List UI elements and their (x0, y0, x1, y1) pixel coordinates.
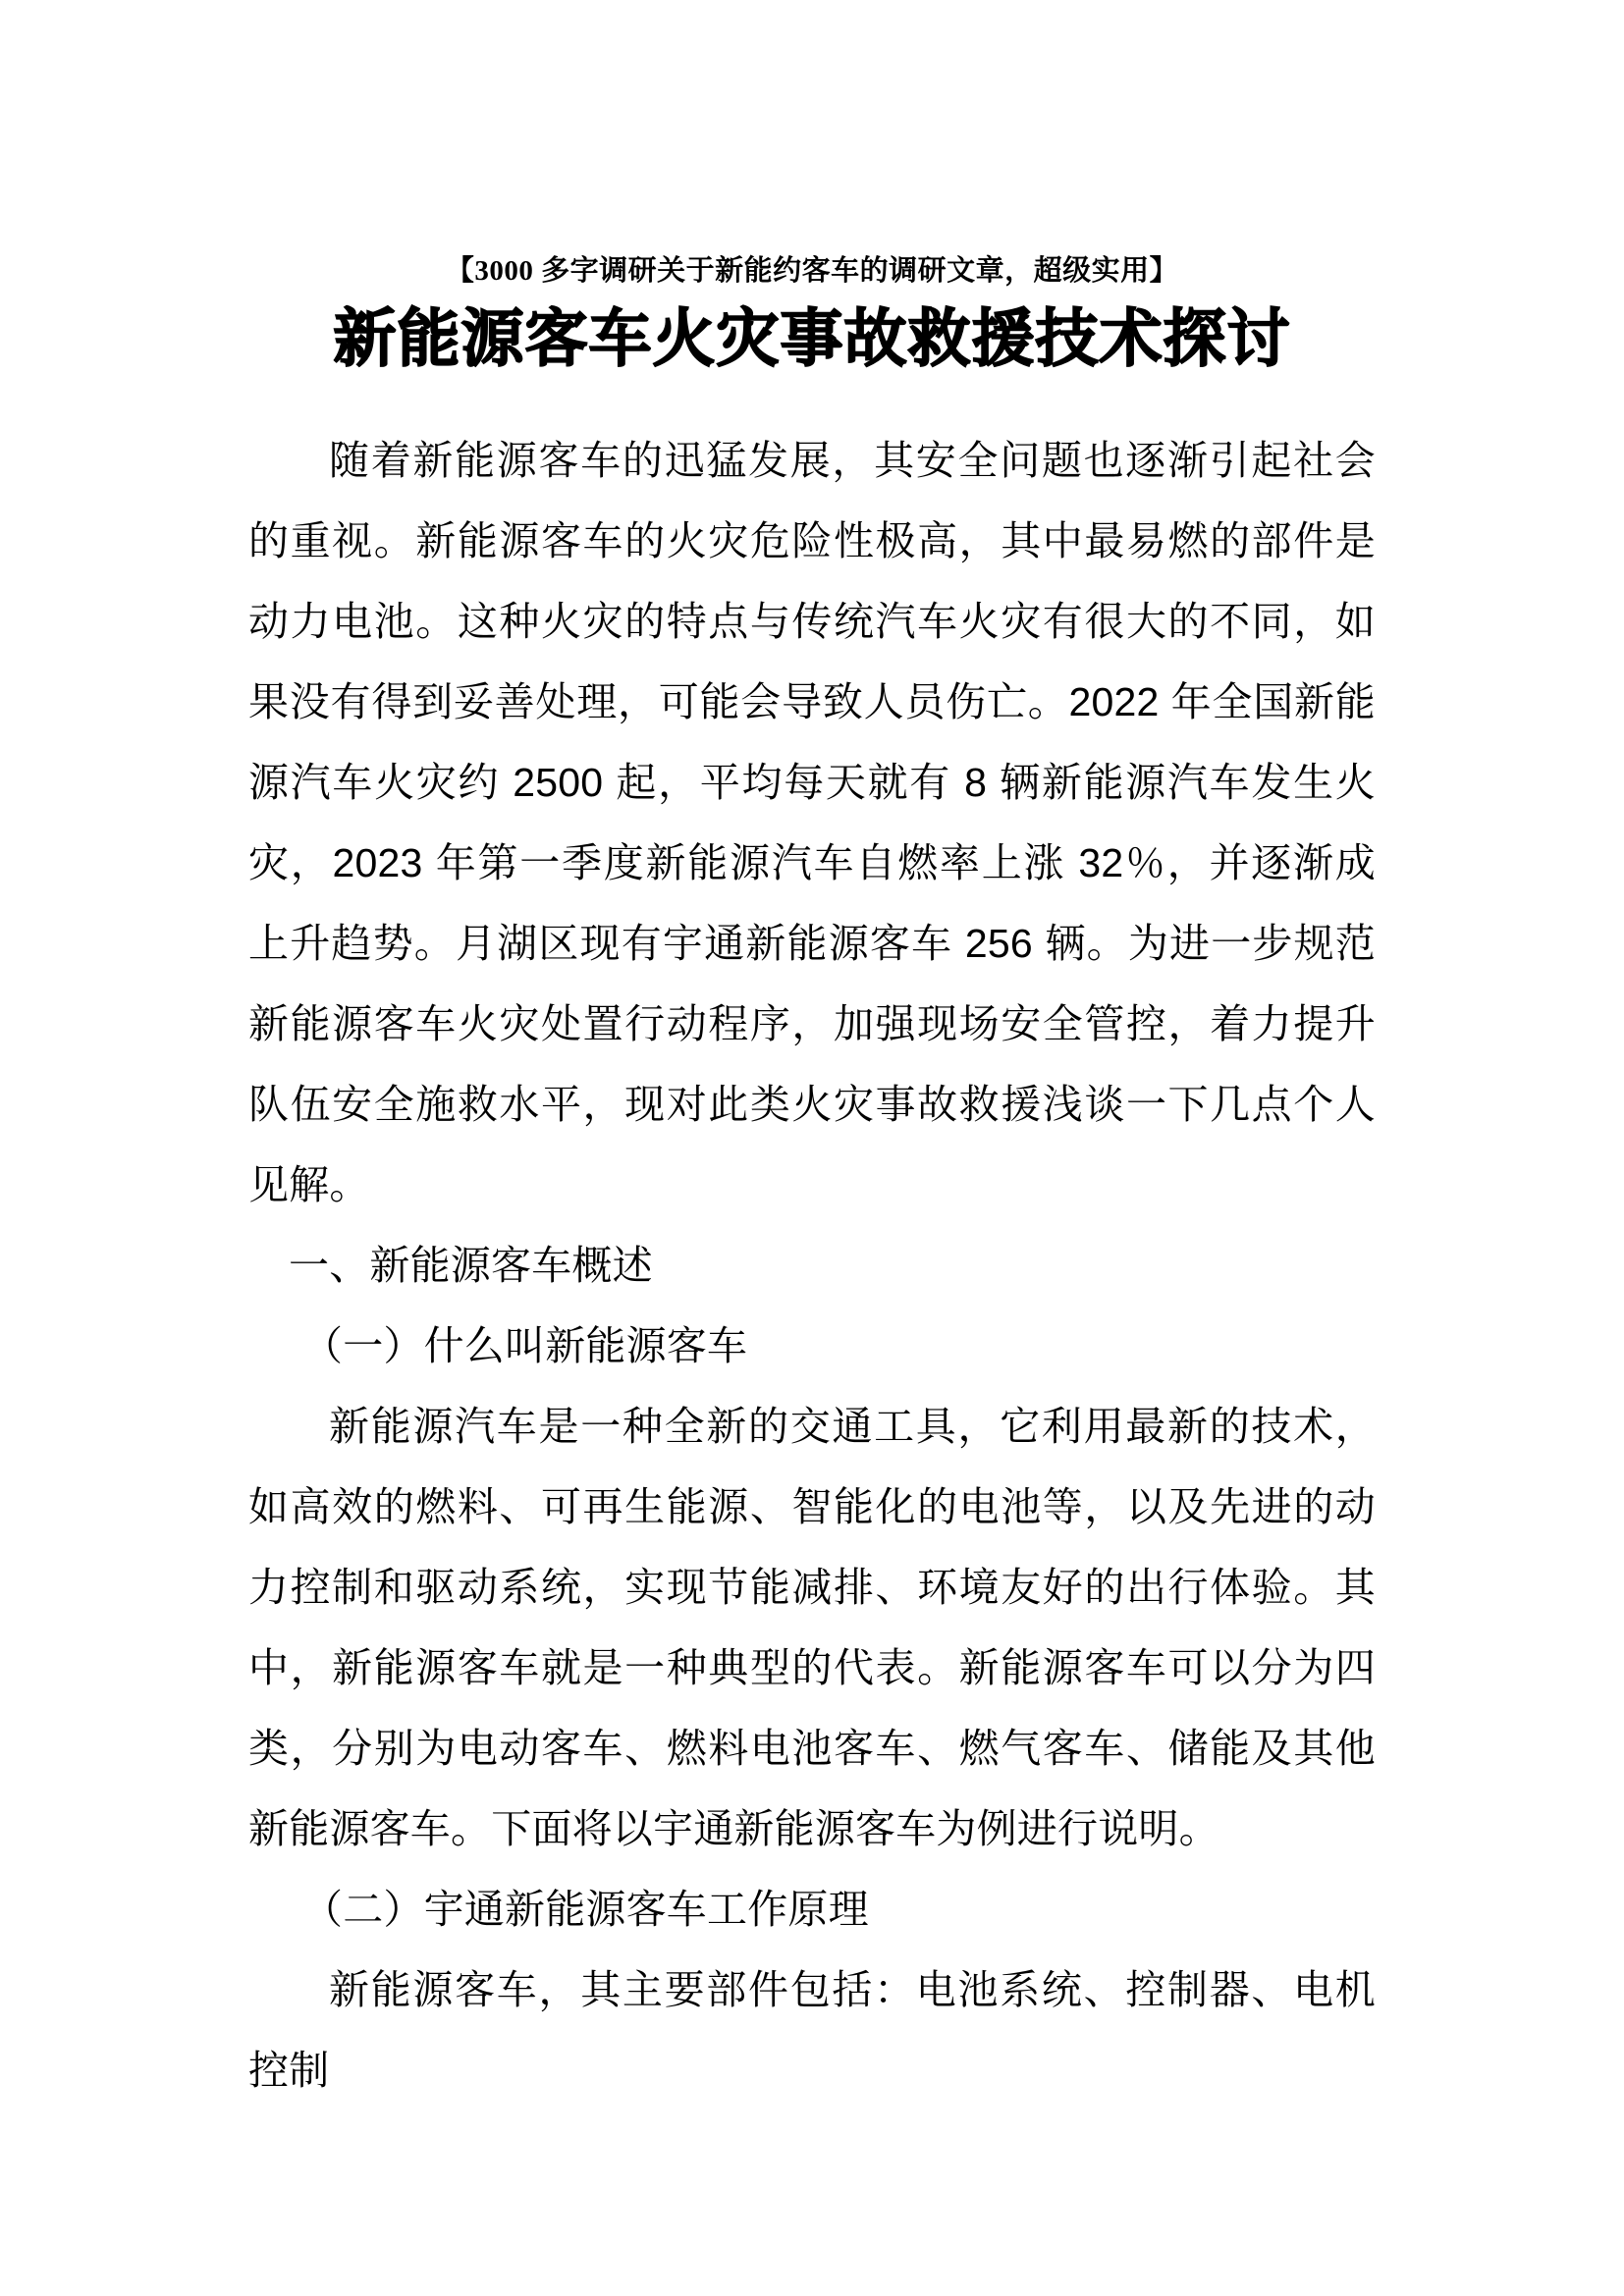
subsection-heading-1-1: （一）什么叫新能源客车 (302, 1322, 748, 1368)
intro-paragraph: 随着新能源客车的迅猛发展，其安全问题也逐渐引起社会的重视。新能源客车的火灾危险性极高，其中最易燃的部件是动力电池。这种火灾的特点与传统汽车火灾有很大的不同，如果没有得到妥善处理，可能会导致人员伤亡。2022 年全国新能源汽车火灾约 2500 起，平均每天就有 8 辆新能源汽车发生火灾，2023 年第一季度新能源汽车自燃率上涨 32％，并逐渐成上升趋势。月湖区现有宇通新能源客车 256 辆。为进一步规范新能源客车火灾处置行动程序，加强现场安全管控，着力提升队伍安全施救水平，现对此类火灾事故救援浅谈一下几点个人见解。 (248, 437, 1376, 1207)
subsection-heading-1-2: （二）宇通新能源客车工作原理 (302, 1886, 869, 1932)
document-title: 新能源客车火灾事故救援技术探讨 (333, 303, 1291, 375)
document-subtitle: 【3000 多字调研关于新能约客车的调研文章，超级实用】 (445, 255, 1179, 287)
document-body (248, 0, 1376, 2110)
subsection-1-2-paragraph: 新能源客车，其主要部件包括：电池系统、控制器、电机控制 (248, 1966, 1376, 2093)
section-heading-1: 一、新能源客车概述 (289, 1242, 653, 1288)
subsection-1-1-paragraph: 新能源汽车是一种全新的交通工具，它利用最新的技术，如高效的燃料、可再生能源、智能化的电池等，以及先进的动力控制和驱动系统，实现节能减排、环境友好的出行体验。其中，新能源客车就是一种典型的代表。新能源客车可以分为四类，分别为电动客车、燃料电池客车、燃气客车、储能及其他新能源客车。下面将以宇通新能源客车为例进行说明。 (248, 1403, 1376, 1851)
